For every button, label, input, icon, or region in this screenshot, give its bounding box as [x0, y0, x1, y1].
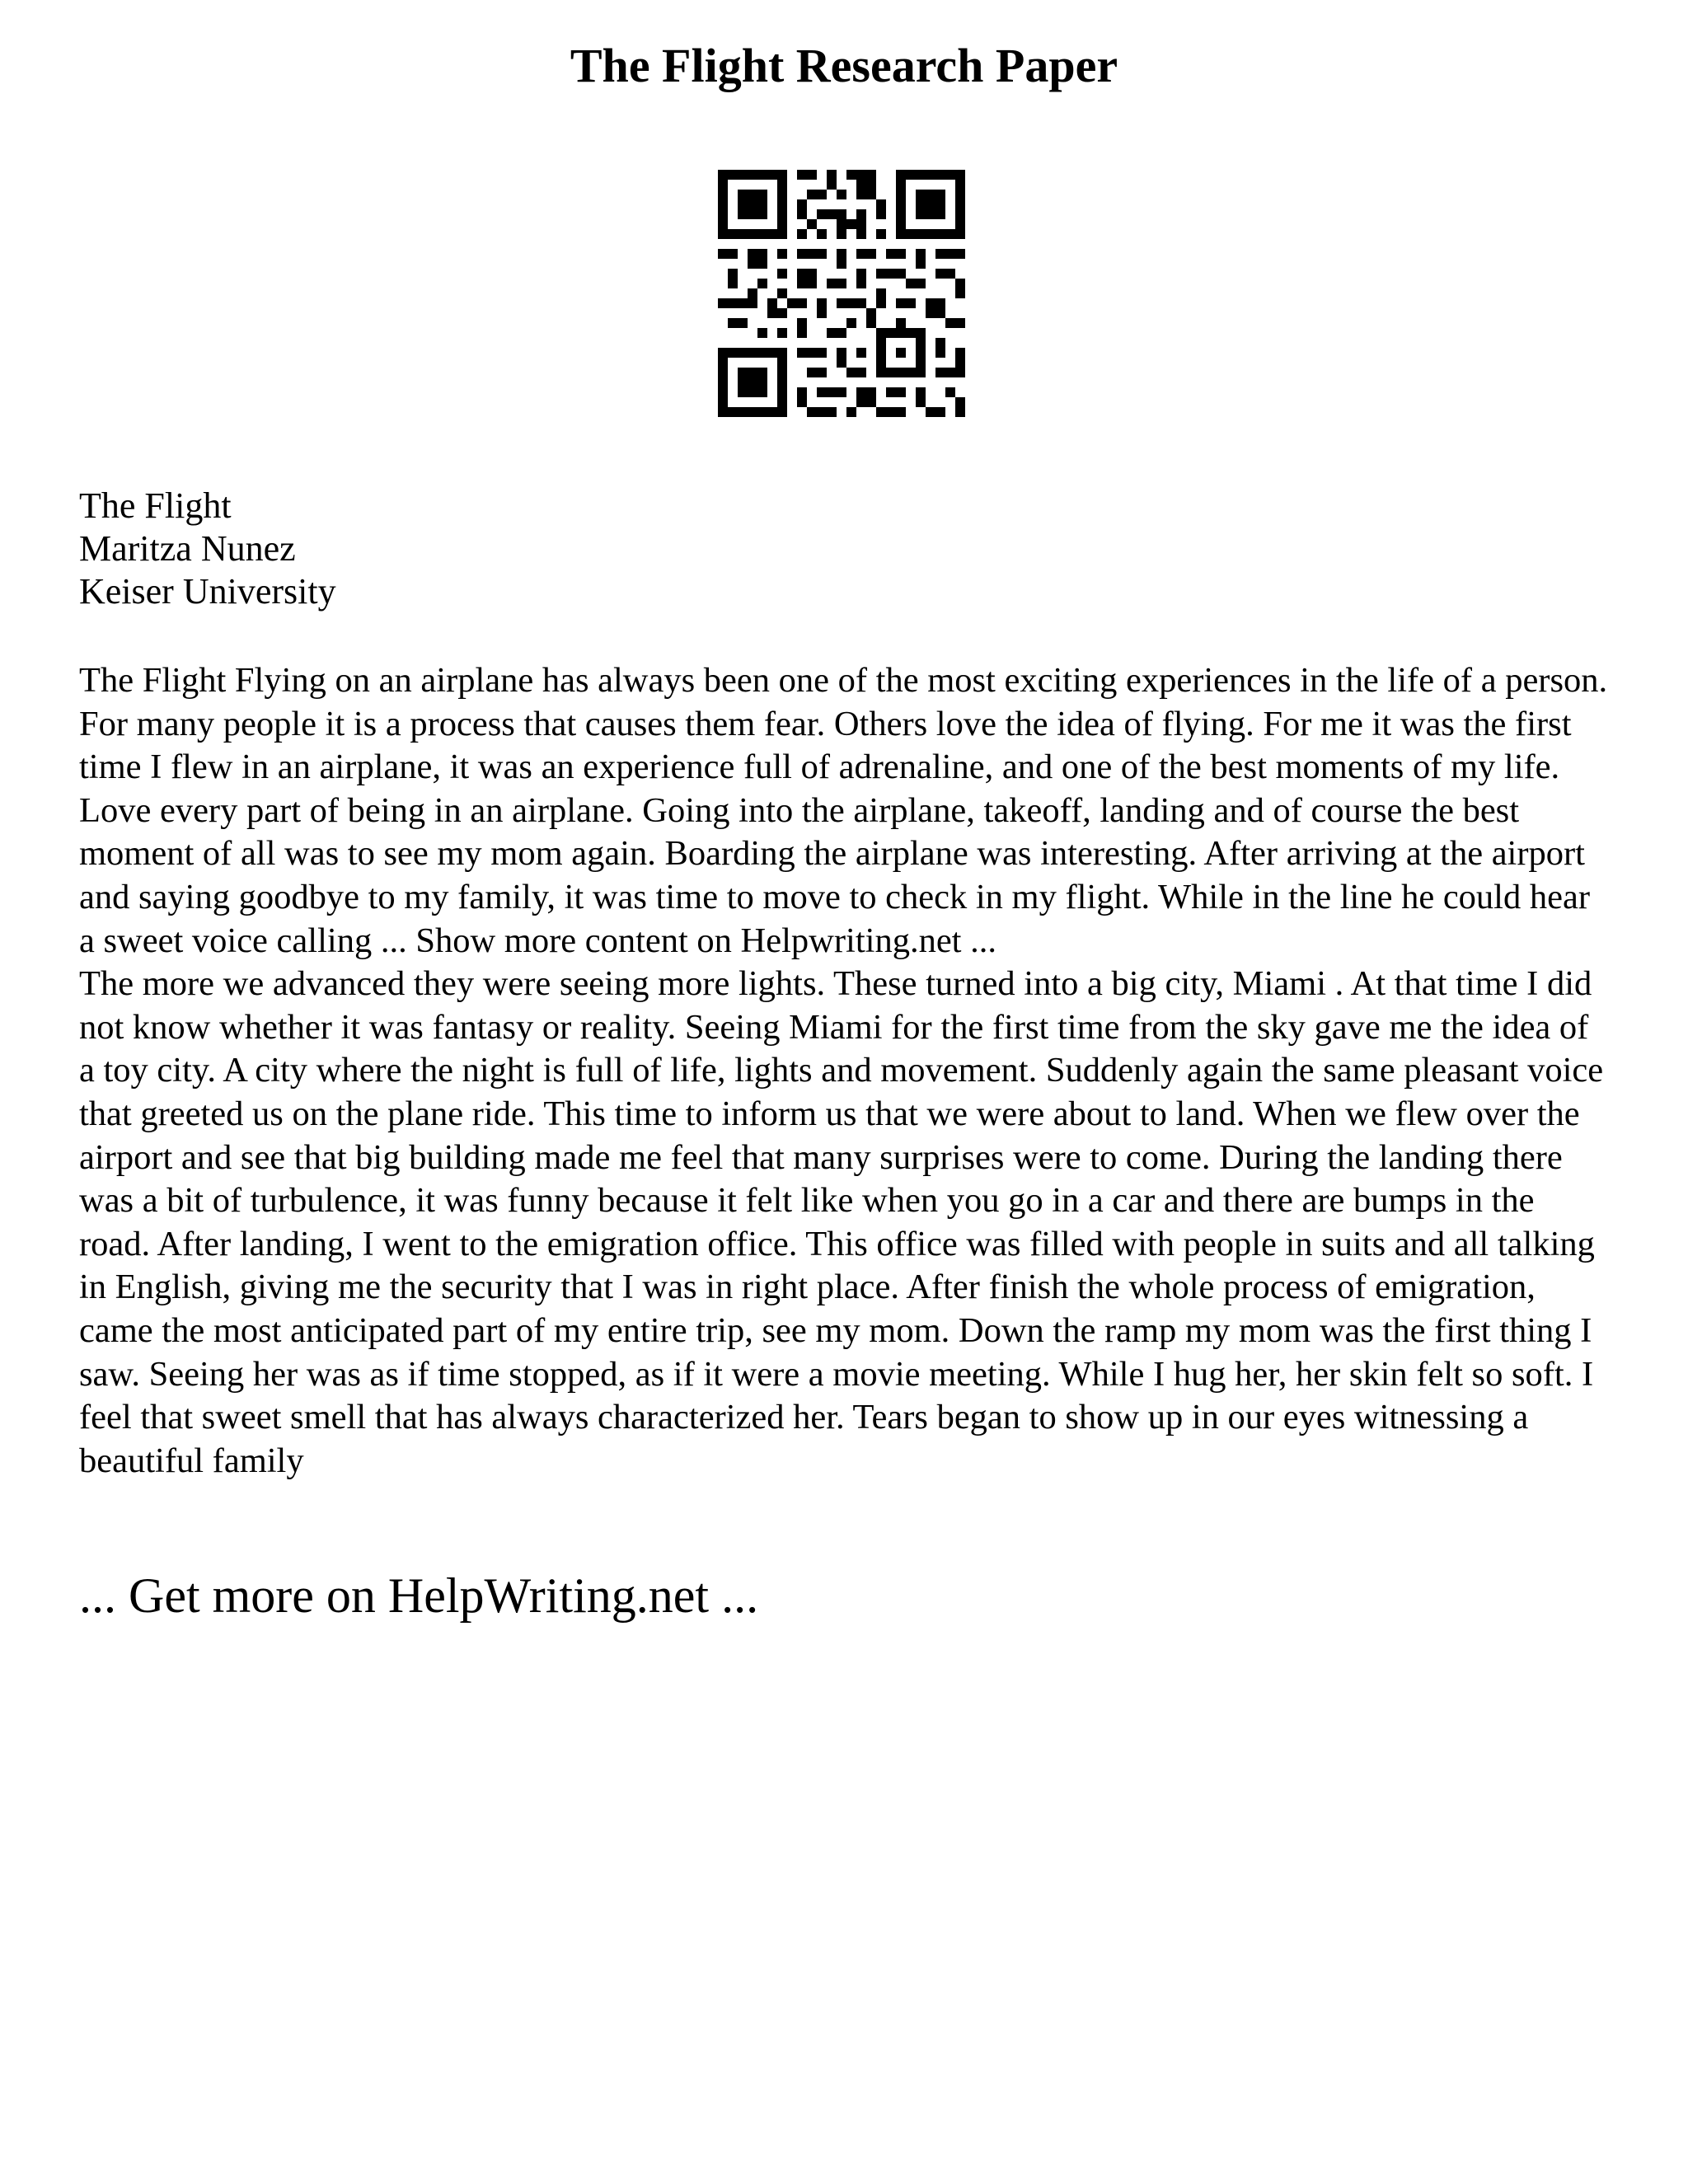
qr-code-icon — [718, 170, 965, 417]
page-title: The Flight Research Paper — [570, 39, 1118, 92]
paper-subject: The Flight — [79, 485, 232, 526]
get-more-link[interactable]: ... Get more on HelpWriting.net ... — [79, 1568, 759, 1623]
essay-body — [79, 659, 1612, 1483]
author-name: Maritza Nunez — [79, 528, 296, 569]
institution-name: Keiser University — [79, 571, 336, 612]
essay-paragraph-1: The Flight Flying on an airplane has always been one of the most exciting experiences in the life of a person. For many people it is a process that causes them fear. Others love the idea of flying. For me it was the first time I flew in an airplane, it was an experience full of adrenaline, and one of the best moments of my life. Love every part of being in an airplane. Going into the airplane, takeoff, landing and of course the best moment of all was to see my mom again. Boarding the airplane was interesting. After arriving at the airport and saying goodbye to my family, it was time to move to check in my flight. While in the line he could hear a sweet voice calling ... Show more content on Helpwriting.net ... — [79, 661, 1608, 960]
essay-paragraph-2: The more we advanced they were seeing more lights. These turned into a big city, Miami . At that time I did not know whether it was fantasy or reality. Seeing Miami for the first time from the sky gave me the idea of a toy city. A city where the night is full of life, lights and movement. Suddenly again the same pleasant voice that greeted us on the plane ride. This time to inform us that we were about to land. When we flew over the airport and see that big building made me feel that many surprises were to come. During the landing there was a bit of turbulence, it was funny because it felt like when you go in a car and there are bumps in the road. After landing, I went to the emigration office. This office was filled with people in suits and all talking in English, giving me the security that I was in right place. After finish the whole process of emigration, came the most anticipated part of my entire trip, see my mom. Down the ramp my mom was the first thing I saw. Seeing her was as if time stopped, as if it were a movie meeting. While I hug her, her skin felt so soft. I feel that sweet smell that has always characterized her. Tears began to show up in our eyes witnessing a beautiful family — [79, 964, 1604, 1480]
document-meta — [79, 485, 1612, 613]
